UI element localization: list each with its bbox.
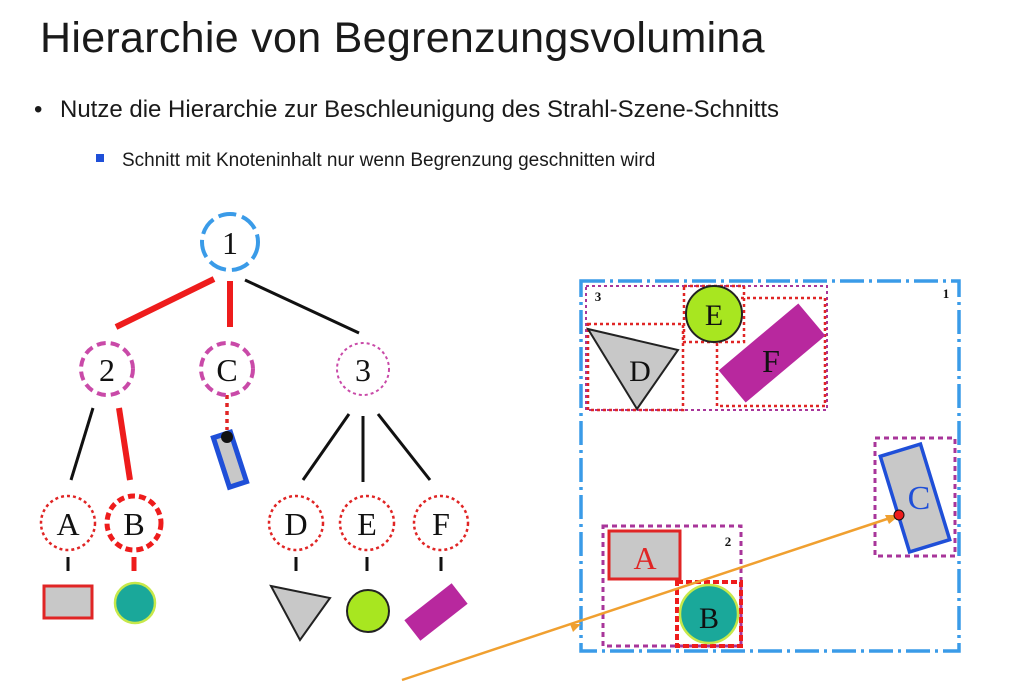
edge-3-D — [303, 414, 349, 480]
edge-3-F — [378, 414, 430, 480]
scene-object-d-label: D — [629, 355, 651, 388]
tree-object-d-triangle — [271, 586, 330, 640]
tree-object-b-sphere — [115, 583, 155, 623]
scene-object-e-label: E — [704, 299, 724, 332]
tree-leaf-f-label: F — [432, 506, 450, 542]
edge-2-A — [71, 408, 93, 480]
bullet-dot: • — [34, 96, 43, 123]
edge-1-3 — [245, 280, 359, 333]
bvh-tree — [41, 214, 468, 641]
slide-title: Hierarchie von Begrenzungsvolumina — [40, 14, 765, 62]
sub-bullet-text: Schnitt mit Knoteninhalt nur wenn Begrenzung geschnitten wird — [122, 150, 656, 171]
tree-object-a-rect — [44, 586, 92, 618]
tree-node-2-label: 2 — [99, 352, 115, 388]
scene-object-b-label: B — [698, 602, 720, 635]
scene-object-a-label: A — [633, 540, 657, 576]
ray-hit-point — [894, 510, 904, 520]
tree-leaf-d-label: D — [284, 506, 308, 542]
tree-object-c — [213, 431, 246, 487]
tree-node-1-label: 1 — [222, 225, 238, 261]
tree-leaf-a-label: A — [56, 506, 80, 542]
scene-object-c-label: C — [907, 480, 931, 517]
scene-object-f-label: F — [762, 343, 780, 379]
edge-2-B — [119, 408, 130, 480]
scene-volume-2-label: 2 — [724, 534, 732, 549]
bullet-text: Nutze die Hierarchie zur Beschleunigung des Strahl-Szene-Schnitts — [60, 96, 780, 123]
edge-1-2 — [116, 279, 214, 327]
scene-volume-3-label: 3 — [594, 289, 602, 304]
scene-volume-1-label: 1 — [942, 286, 950, 301]
tree-leaf-e-label: E — [357, 506, 377, 542]
tree-node-c-label: C — [216, 352, 238, 388]
bvh-scene — [402, 281, 959, 680]
tree-node-3-label: 3 — [355, 352, 371, 388]
tree-object-e-sphere — [347, 590, 389, 632]
tree-object-f-box — [404, 583, 467, 640]
tree-leaf-b-label: B — [123, 506, 145, 542]
